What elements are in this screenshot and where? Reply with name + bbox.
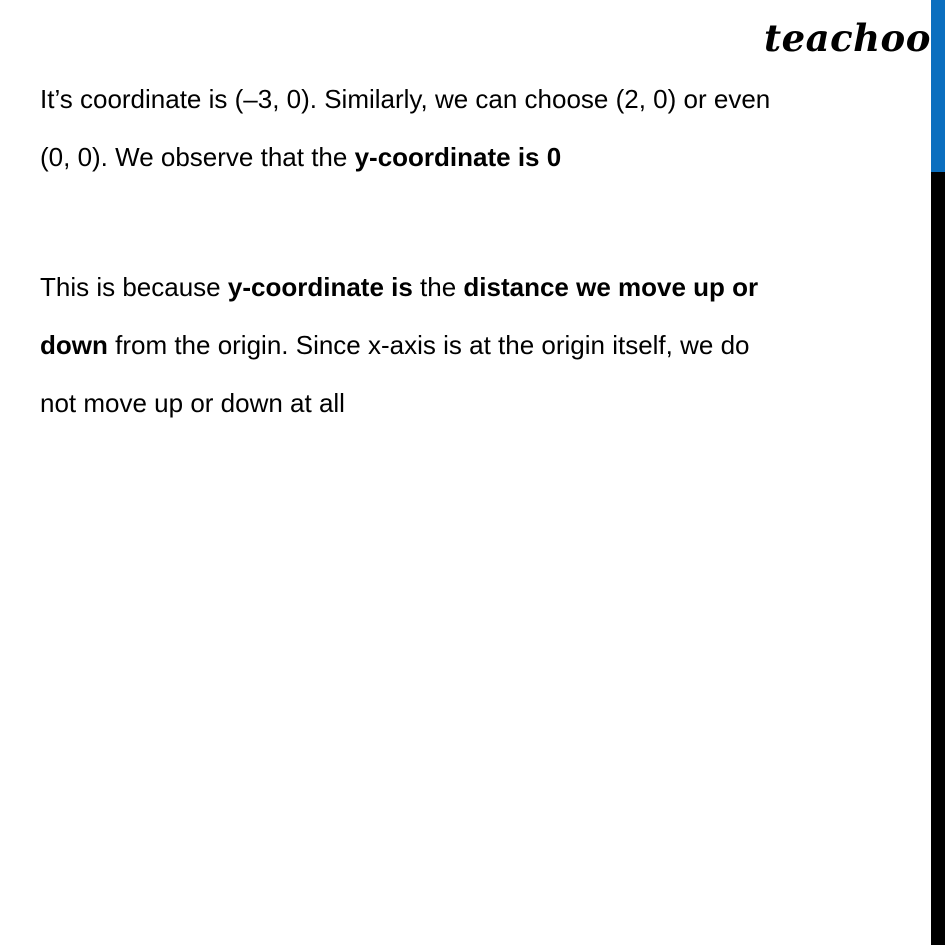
paragraph2-line1-bold-a: y-coordinate is	[227, 272, 413, 302]
paragraph-explanation	[40, 258, 900, 432]
paragraph2-line1-text-a: This is because	[40, 272, 228, 302]
paragraph1-line2-bold: y-coordinate is 0	[354, 142, 562, 172]
paragraph-coordinates	[40, 70, 900, 186]
paragraph2-line1-text-b: the	[412, 272, 464, 302]
paragraph2-line3: not move up or down at all	[40, 388, 345, 418]
side-bar-accent	[931, 0, 945, 172]
slide-content	[40, 70, 900, 432]
paragraph1-line2	[40, 128, 900, 186]
paragraph1-line1: It’s coordinate is (–3, 0). Similarly, we can choose (2, 0) or even	[40, 84, 771, 114]
paragraph1-line2-text: (0, 0). We observe that the	[40, 142, 355, 172]
paragraph2-line2-text: from the origin. Since x-axis is at the origin itself, we do	[107, 330, 750, 360]
teachoo-logo: teachoo	[764, 16, 931, 60]
paragraph2-line2-bold: down	[40, 330, 108, 360]
paragraph2-line1-bold-b: distance we move up or	[463, 272, 759, 302]
paragraph2-line1	[40, 258, 900, 316]
paragraph2-line2	[40, 316, 900, 374]
